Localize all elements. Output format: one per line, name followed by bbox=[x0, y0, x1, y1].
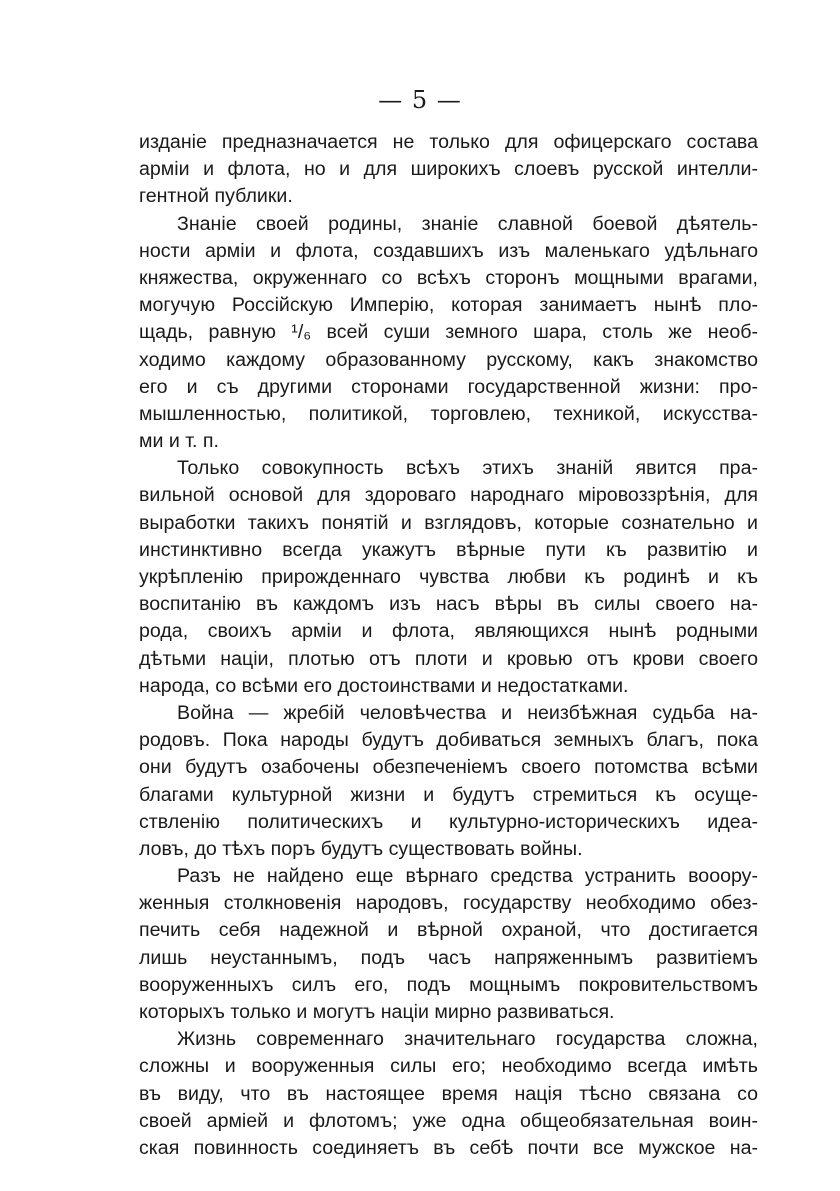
text-line: ская повинность соединяетъ въ себѣ почти все мужское на- bbox=[139, 1136, 758, 1159]
text-line: инстинктивно всегда укажутъ вѣрные пути къ развитію и bbox=[139, 538, 758, 561]
text-line: укрѣпленію прирожденнаго чувства любви къ родинѣ и къ bbox=[139, 566, 758, 588]
text-line: которыхъ только и могутъ націи мирно развиваться. bbox=[139, 1001, 615, 1023]
text-line: женныя столкновенія народовъ, государству необходимо обез- bbox=[139, 892, 758, 915]
text-line: дѣтьми націи, плотью отъ плоти и кровью отъ крови своего bbox=[139, 647, 758, 670]
text-line: ловъ, до тѣхъ поръ будутъ существовать войны. bbox=[139, 837, 583, 860]
text-line: мышленностью, политикой, торговлею, техникой, искусства- bbox=[139, 402, 758, 425]
text-line: Жизнь современнаго значительнаго государства сложна, bbox=[177, 1028, 758, 1051]
text-line: народа, со всѣми его достоинствами и недостатками. bbox=[139, 674, 629, 697]
text-line: гентной публики. bbox=[139, 185, 293, 208]
body-text bbox=[139, 129, 758, 1162]
text-line: ходимо каждому образованному русскому, какъ знакомство bbox=[139, 348, 758, 371]
text-line: воспитанію въ каждомъ изъ насъ вѣры въ силы своего на- bbox=[139, 593, 758, 616]
text-line: лишь неустаннымъ, подъ часъ напряженнымъ развитіемъ bbox=[139, 946, 758, 969]
text-line: рода, своихъ арміи и флота, являющихся нынѣ родными bbox=[139, 620, 758, 643]
text-line: въ виду, что въ настоящее время нація тѣсно связана со bbox=[139, 1082, 758, 1105]
text-line: вильной основой для здороваго народнаго міровоззрѣнія, для bbox=[139, 484, 758, 507]
text-line: изданіе предназначается не только для офицерскаго состава bbox=[139, 131, 758, 153]
page-number: — 5 — bbox=[378, 86, 462, 114]
text-line: княжества, окруженнаго со всѣхъ сторонъ мощными врагами, bbox=[139, 266, 758, 289]
text-line: ми и т. п. bbox=[139, 430, 219, 453]
text-line: выработки такихъ понятій и взглядовъ, которые сознательно и bbox=[139, 511, 758, 534]
text-line: печить себя надежной и вѣрной охраной, что достигается bbox=[139, 919, 758, 942]
text-line: арміи и флота, но и для широкихъ слоевъ русской интелли- bbox=[139, 158, 758, 181]
text-line: Война — жребій человѣчества и неизбѣжная судьба на- bbox=[177, 701, 758, 724]
text-line: Только совокупность всѣхъ этихъ знаній явится пра- bbox=[177, 457, 758, 480]
text-line: благами культурной жизни и будутъ стремиться къ осуще- bbox=[139, 783, 758, 806]
text-line: своей арміей и флотомъ; уже одна общеобязательная воин- bbox=[139, 1109, 758, 1132]
text-line: вооруженныхъ силъ его, подъ мощнымъ покровительствомъ bbox=[139, 973, 758, 996]
text-line: Знаніе своей родины, знаніе славной боевой дѣятель- bbox=[177, 212, 758, 235]
text-line: они будутъ озабочены обезпеченіемъ своего потомства всѣми bbox=[139, 756, 758, 779]
text-line: могучую Россійскую Имперію, которая занимаетъ нынѣ пло- bbox=[139, 294, 758, 317]
text-line: Разъ не найдено еще вѣрнаго средства устранить вооору- bbox=[177, 865, 758, 888]
text-line: родовъ. Пока народы будутъ добиваться земныхъ благъ, пока bbox=[139, 729, 758, 752]
text-line: ствленію политическихъ и культурно-историческихъ идеа- bbox=[139, 810, 758, 833]
text-line: ности арміи и флота, создавшихъ изъ маленькаго удѣльнаго bbox=[139, 239, 758, 262]
text-line: его и съ другими сторонами государственной жизни: про- bbox=[139, 375, 758, 398]
text-line: сложны и вооруженныя силы его; необходимо всегда имѣть bbox=[139, 1055, 758, 1078]
text-line: щадь, равную ¹/₆ всей суши земного шара, столь же необ- bbox=[139, 321, 758, 344]
